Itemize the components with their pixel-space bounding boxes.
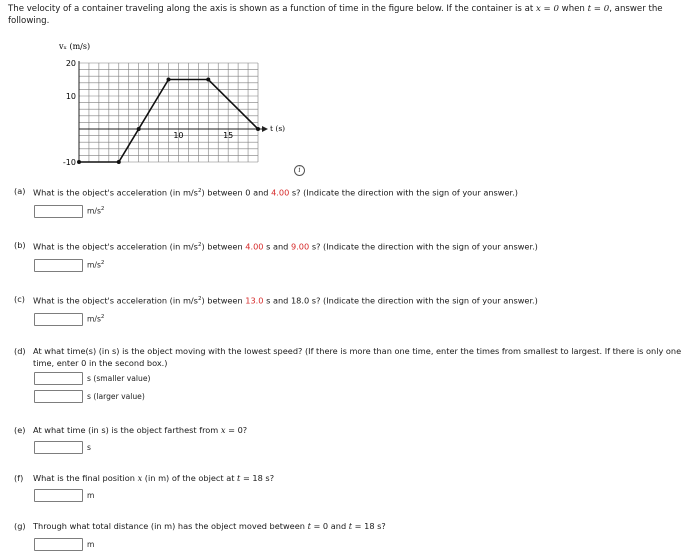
answer-input[interactable] — [34, 205, 83, 218]
unit-label — [87, 540, 94, 549]
data-point — [206, 78, 210, 82]
question-letter: (b) — [14, 240, 26, 250]
intro-text-2: when — [558, 4, 588, 14]
question-text-segment: What is the object's acceleration (in m/s — [33, 295, 198, 306]
data-point — [117, 160, 121, 164]
unit-label — [87, 374, 150, 383]
highlighted-value: 4.00 — [271, 187, 290, 198]
intro-text-3: , answer the following. — [8, 4, 663, 26]
problem-statement — [8, 3, 688, 27]
y-tick-label: 10 — [65, 92, 76, 101]
question-b — [14, 240, 694, 253]
question-text-segment: At what time (in s) is the object farthest from — [33, 425, 221, 435]
intro-text-1: The velocity of a container traveling along the axis is shown as a function of time in the figure below. If the container is at — [8, 4, 536, 14]
answer-input[interactable] — [34, 390, 83, 403]
question-text-segment: What is the object's acceleration (in m/s — [33, 241, 198, 252]
question-letter: (f) — [14, 473, 24, 483]
answer-input[interactable] — [34, 372, 83, 385]
unit-text: m — [87, 490, 95, 500]
unit-exponent: 2 — [100, 314, 105, 321]
y-axis-label: vₓ (m/s) — [59, 42, 91, 51]
question-text — [33, 346, 690, 369]
x-tick-label: 15 — [223, 131, 234, 140]
question-text-segment: ) between — [201, 295, 246, 306]
intro-condition-t: t = 0 — [587, 4, 610, 14]
question-text-segment: ) between 0 and — [201, 187, 272, 198]
answer-row — [34, 440, 91, 454]
question-c — [14, 294, 694, 307]
question-letter: (a) — [14, 186, 26, 196]
x-tick-label: 10 — [173, 131, 184, 140]
question-text — [33, 294, 690, 307]
x-axis-arrow — [262, 126, 268, 132]
question-text-segment: t — [237, 473, 241, 483]
unit-text: s (larger value) — [87, 391, 145, 401]
unit-label — [87, 314, 104, 324]
unit-exponent: 2 — [100, 206, 105, 213]
question-text-segment: s and 18.0 s? (Indicate the direction with the sign of your answer.) — [263, 295, 538, 306]
question-text-segment: 2 — [197, 296, 202, 302]
info-circle-icon[interactable]: i — [294, 165, 305, 176]
question-text-segment: (in m) of the object at — [142, 473, 238, 483]
intro-condition-x: x = 0 — [535, 4, 559, 14]
question-a — [14, 186, 694, 199]
answer-row — [34, 204, 104, 218]
question-text-segment: Through what total distance (in m) has the object moved between — [33, 521, 308, 531]
answer-input[interactable] — [34, 259, 83, 272]
question-text-segment: x — [220, 425, 226, 435]
question-text — [33, 425, 690, 437]
unit-text: s — [87, 442, 91, 452]
velocity-time-graph — [50, 36, 290, 176]
answer-input[interactable] — [34, 441, 83, 454]
question-letter: (g) — [14, 521, 26, 531]
question-text-segment: At what time(s) (in s) is the object moving with the lowest speed? (If there is more than one time, enter the times from smallest to largest. If there is only one time, enter 0 in the second box.) — [33, 346, 682, 368]
unit-text: s (smaller value) — [87, 373, 151, 383]
unit-text: m — [87, 539, 95, 549]
question-text-segment: = 18 s? — [240, 473, 275, 483]
answer-row — [34, 389, 145, 403]
question-text-segment: s? (Indicate the direction with the sign of your answer.) — [289, 187, 518, 198]
data-point — [137, 127, 141, 131]
question-g — [14, 521, 694, 533]
highlighted-value: 13.0 — [245, 295, 264, 306]
unit-label — [87, 206, 104, 216]
answer-input[interactable] — [34, 313, 83, 326]
question-letter: (e) — [14, 425, 26, 435]
question-text — [33, 186, 690, 199]
unit-text: m/s — [87, 260, 101, 270]
unit-label — [87, 260, 104, 270]
question-text-segment: s? (Indicate the direction with the sign of your answer.) — [309, 241, 538, 252]
answer-row — [34, 258, 104, 272]
data-point — [256, 127, 260, 131]
velocity-time-chart — [50, 36, 290, 176]
question-text-segment: t — [348, 521, 353, 531]
y-tick-label: -10 — [62, 158, 76, 167]
question-text-segment: s and — [263, 241, 291, 252]
question-text-segment: = 0 and — [310, 521, 349, 531]
question-text — [33, 240, 690, 253]
unit-text: m/s — [87, 206, 101, 216]
question-letter: (d) — [14, 346, 26, 356]
question-e — [14, 425, 694, 437]
data-point — [77, 160, 81, 164]
question-text-segment: 2 — [197, 188, 202, 194]
answer-row — [34, 312, 104, 326]
answer-row — [34, 488, 94, 502]
unit-text: m/s — [87, 314, 101, 324]
question-text-segment: ) between — [201, 241, 246, 252]
question-f — [14, 473, 694, 485]
highlighted-value: 4.00 — [245, 241, 264, 252]
question-text-segment: What is the final position — [33, 473, 138, 483]
answer-row — [34, 371, 150, 385]
x-axis-label: t (s) — [270, 124, 286, 133]
question-text-segment: = 18 s? — [352, 521, 386, 531]
y-tick-label: 20 — [65, 59, 76, 68]
question-text — [33, 473, 690, 485]
question-text — [33, 521, 690, 533]
question-text-segment: t — [307, 521, 311, 531]
unit-label — [87, 443, 91, 452]
unit-label — [87, 392, 145, 401]
question-letter: (c) — [14, 294, 25, 304]
answer-input[interactable] — [34, 538, 83, 551]
question-text-segment: x — [137, 473, 143, 483]
question-d — [14, 346, 694, 369]
answer-input[interactable] — [34, 489, 83, 502]
highlighted-value: 9.00 — [290, 241, 310, 252]
question-text-segment: = 0? — [225, 425, 248, 435]
unit-label — [87, 491, 94, 500]
question-text-segment: 2 — [197, 242, 202, 248]
unit-exponent: 2 — [100, 260, 105, 267]
data-point — [167, 78, 171, 82]
question-text-segment: What is the object's acceleration (in m/s — [33, 187, 198, 198]
answer-row — [34, 537, 94, 551]
